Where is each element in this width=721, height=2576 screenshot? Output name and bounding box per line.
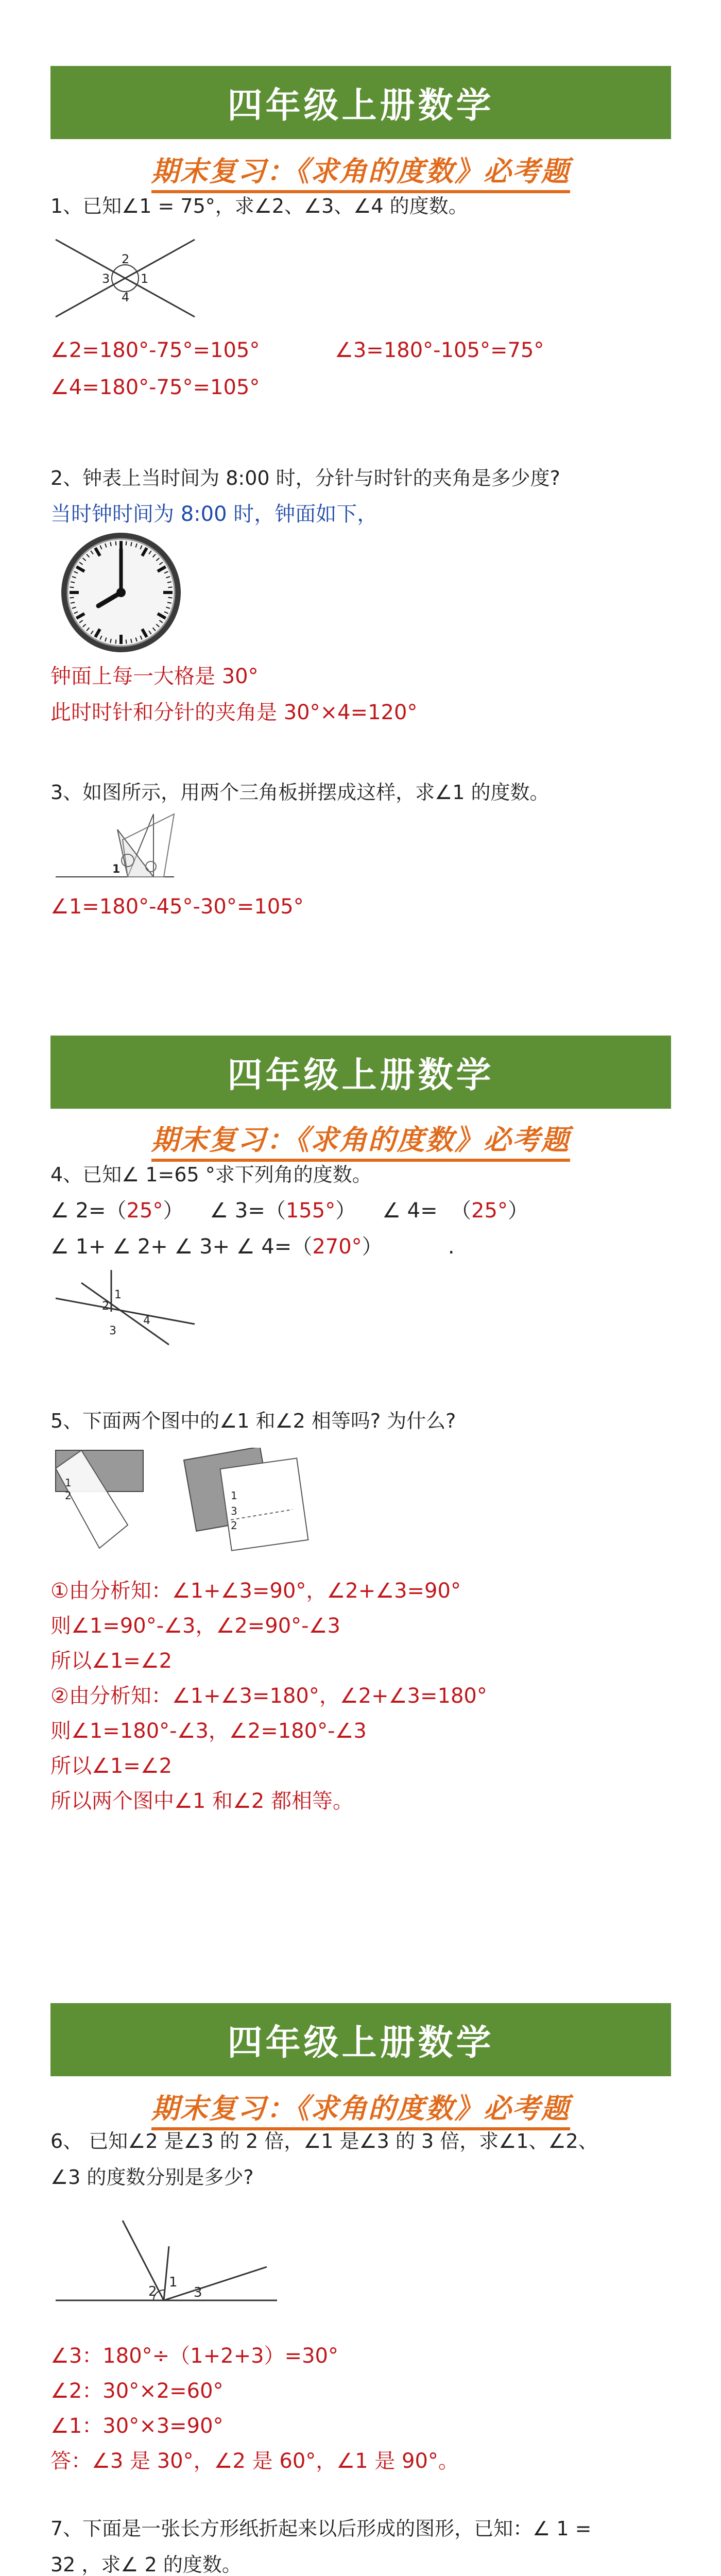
q6-answer-line-1: ∠3：180°÷（1+2+3）=30° bbox=[50, 2344, 338, 2368]
q4-label-1: 1 bbox=[114, 1289, 122, 1301]
q4-value-2: 25° bbox=[126, 1199, 163, 1223]
q5-answer-line-7: 所以两个图中∠1 和∠2 都相等。 bbox=[50, 1789, 354, 1813]
q5-question: 5、下面两个图中的∠1 和∠2 相等吗? 为什么? bbox=[50, 1410, 456, 1432]
q1-answer-3: ∠3=180°-105°=75° bbox=[335, 338, 544, 362]
q5-answer-line-3: 所以∠1=∠2 bbox=[50, 1649, 173, 1673]
q3-question: 3、如图所示，用两个三角板拼摆成这样，求∠1 的度数。 bbox=[50, 781, 550, 804]
subtitle-3 bbox=[0, 2087, 721, 2130]
q5-label-1b: 1 bbox=[231, 1489, 237, 1502]
q5-answer-line-1: ①由分析知：∠1+∠3=90°，∠2+∠3=90° bbox=[50, 1579, 461, 1603]
q4-question: 4、已知∠ 1=65 °求下列角的度数。 bbox=[50, 1163, 372, 1186]
q1-label-1: 1 bbox=[141, 272, 149, 286]
clock-minute-tick bbox=[168, 587, 172, 588]
q5-label-2: 2 bbox=[65, 1489, 72, 1502]
q6-figure bbox=[50, 2215, 287, 2313]
q4-line2: ∠ 1+ ∠ 2+ ∠ 3+ ∠ 4=（270°） . bbox=[50, 1235, 455, 1259]
q4-figure bbox=[50, 1267, 205, 1350]
q5-answer-line-2: 则∠1=90°-∠3，∠2=90°-∠3 bbox=[50, 1614, 340, 1638]
q1-figure bbox=[50, 229, 205, 327]
q4-label-4: 4 bbox=[143, 1314, 150, 1327]
subtitle-text: 期末复习：《求角的度数》必考题 bbox=[151, 2087, 570, 2130]
section-banner-1 bbox=[50, 66, 671, 139]
banner-title: 四年级上册数学 bbox=[227, 85, 494, 126]
q5-answer-line-6: 所以∠1=∠2 bbox=[50, 1754, 173, 1778]
clock-figure bbox=[59, 531, 183, 654]
q6-question-line-1: 6、 已知∠2 是∠3 的 2 倍，∠1 是∠3 的 3 倍，求∠1、∠2、 bbox=[50, 2130, 598, 2153]
q6-answer-line-2: ∠2：30°×2=60° bbox=[50, 2379, 224, 2403]
q2-answer-2: 此时时针和分针的夹角是 30°×4=120° bbox=[50, 701, 418, 724]
q7-question-line-2: 32 ，求∠ 2 的度数。 bbox=[50, 2553, 242, 2576]
section-banner-2 bbox=[50, 1036, 671, 1109]
subtitle-text: 期末复习：《求角的度数》必考题 bbox=[151, 149, 570, 193]
banner-title: 四年级上册数学 bbox=[227, 1055, 494, 1096]
q3-answer: ∠1=180°-45°-30°=105° bbox=[50, 895, 304, 919]
q6-label-2: 2 bbox=[148, 2284, 157, 2299]
q1-label-2: 2 bbox=[122, 252, 130, 266]
q6-answer-line-4: 答：∠3 是 30°，∠2 是 60°，∠1 是 90°。 bbox=[50, 2449, 459, 2473]
q3-figure bbox=[50, 809, 205, 886]
q1-answer-4: ∠4=180°-75°=105° bbox=[50, 376, 260, 399]
clock-minute-tick bbox=[70, 587, 74, 588]
q5-figure bbox=[50, 1448, 452, 1566]
q1-label-4: 4 bbox=[122, 290, 130, 304]
q5-label-2b: 2 bbox=[231, 1519, 237, 1532]
q7-question-line-1: 7、下面是一张长方形纸折起来以后形成的图形，已知：∠ 1 = bbox=[50, 2517, 592, 2540]
q1-label-3: 3 bbox=[102, 272, 110, 286]
q4-value-3: 155° bbox=[285, 1199, 336, 1223]
subtitle-1 bbox=[0, 149, 721, 193]
q6-label-3: 3 bbox=[194, 2285, 202, 2300]
q1-answer-2: ∠2=180°-75°=105° bbox=[50, 338, 260, 362]
q6-label-1: 1 bbox=[169, 2275, 178, 2290]
q2-note: 当时钟时间为 8:00 时，钟面如下， bbox=[50, 502, 378, 526]
q4-value-sum: 270° bbox=[312, 1235, 362, 1259]
q1-question: 1、已知∠1 = 75°，求∠2、∠3、∠4 的度数。 bbox=[50, 195, 468, 217]
q2-question: 2、钟表上当时间为 8:00 时，分针与时针的夹角是多少度? bbox=[50, 467, 560, 489]
clock-minute-tick bbox=[126, 639, 127, 643]
banner-title: 四年级上册数学 bbox=[227, 2022, 494, 2063]
q2-answer-1: 钟面上每一大格是 30° bbox=[50, 665, 259, 688]
q4-label-2: 2 bbox=[102, 1300, 109, 1313]
q4-label-3: 3 bbox=[109, 1325, 116, 1337]
subtitle-text: 期末复习：《求角的度数》必考题 bbox=[151, 1118, 570, 1162]
q5-label-3: 3 bbox=[231, 1505, 237, 1517]
clock-minute-tick bbox=[126, 541, 127, 546]
section-banner-3 bbox=[50, 2003, 671, 2076]
q6-question-line-2: ∠3 的度数分别是多少? bbox=[50, 2166, 254, 2189]
q5-answer-line-5: 则∠1=180°-∠3，∠2=180°-∠3 bbox=[50, 1719, 367, 1743]
q5-label-1: 1 bbox=[65, 1477, 72, 1489]
q4-value-4: 25° bbox=[471, 1199, 508, 1223]
q3-label-1: 1 bbox=[112, 863, 121, 876]
q4-line1: ∠ 2=（25°） ∠ 3=（155°） ∠ 4= （25°） bbox=[50, 1199, 528, 1223]
subtitle-2 bbox=[0, 1118, 721, 1162]
q6-answer-line-3: ∠1：30°×3=90° bbox=[50, 2414, 224, 2438]
q5-answer-line-4: ②由分析知：∠1+∠3=180°，∠2+∠3=180° bbox=[50, 1684, 487, 1708]
